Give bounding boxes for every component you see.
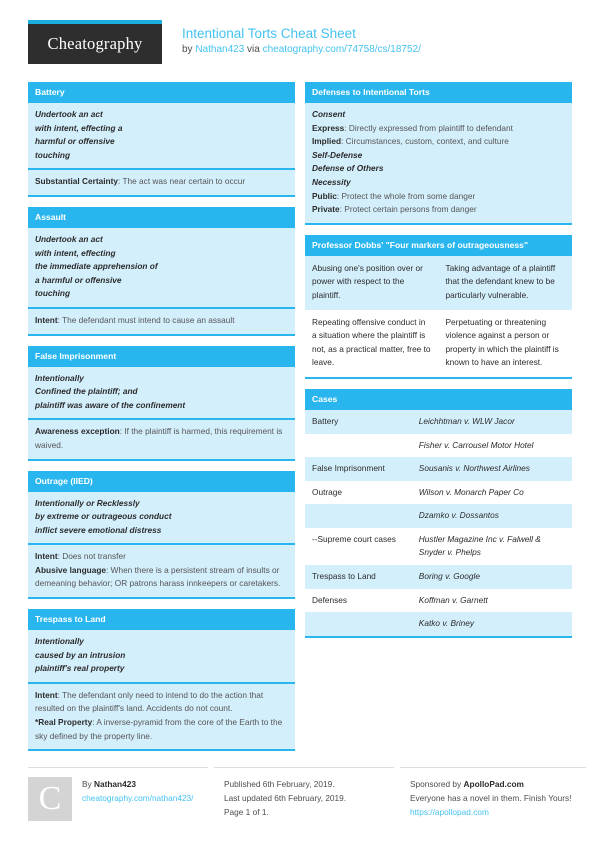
case-category-cell: --Supreme court cases [305, 528, 412, 565]
cheat-card [28, 207, 295, 336]
logo-text: Cheatography [47, 34, 143, 53]
card-rule-line: by extreme or outrageous conduct [35, 511, 172, 522]
card-section [28, 228, 295, 307]
case-category-cell: False Imprisonment [305, 457, 412, 481]
card-section [28, 418, 295, 458]
footer-author-name: Nathan423 [94, 779, 136, 790]
table-row [305, 434, 572, 458]
footer-by-label: By [82, 779, 94, 790]
case-category-cell: Battery [305, 410, 412, 434]
footer-sponsor-text [400, 777, 586, 819]
card-rule-line: Self-Defense [312, 149, 363, 160]
card-detail-line [35, 716, 288, 743]
footer-sponsor-tagline: Everyone has a novel in them. Finish Yours! [410, 793, 572, 804]
card-rule-line: Defense of Others [312, 163, 384, 174]
detail-label: Substantial Certainty [35, 176, 118, 187]
page-footer [28, 767, 572, 821]
table-row [305, 612, 572, 636]
case-name-cell: Dzamko v. Dossantos [412, 504, 572, 528]
card-detail-line [35, 425, 288, 452]
detail-label: Awareness exception [35, 426, 120, 437]
card-rule-line: harmful or offensive [35, 136, 115, 147]
byline-url[interactable]: cheatography.com/74758/cs/18752/ [262, 44, 421, 55]
card-rule-line: caused by an intrusion [35, 649, 126, 660]
cheat-card [28, 609, 295, 751]
case-category-cell [305, 504, 412, 528]
detail-label: Intent [35, 314, 58, 325]
card-body [305, 256, 572, 379]
card-body [28, 367, 295, 461]
table-row [305, 481, 572, 505]
card-detail-line [35, 689, 288, 716]
card-detail-line [312, 203, 565, 217]
card-detail-line [312, 190, 565, 204]
detail-label: Abusive language [35, 564, 107, 575]
card-body [28, 228, 295, 336]
detail-text: : The act was near certain to occur [118, 176, 246, 187]
case-name-cell: Fisher v. Carrousel Motor Hotel [412, 434, 572, 458]
case-name-cell: Wilson v. Monarch Paper Co [412, 481, 572, 505]
card-section [28, 367, 295, 419]
detail-text: : The defendant only need to intend to do the action that resulted on the plaintiff's land. Accidents do not count. [35, 689, 264, 714]
card-title: False Imprisonment [28, 346, 295, 367]
footer-dates-block [214, 767, 394, 821]
card-section [28, 168, 295, 195]
detail-text: : Does not transfer [57, 551, 126, 562]
case-name-cell: Hustler Magazine Inc v. Falwell & Snyder v. Phelps [412, 528, 572, 565]
footer-pages: Page 1 of 1. [224, 807, 269, 818]
header-titles [162, 20, 421, 57]
outrageousness-grid [305, 256, 572, 377]
detail-text: : The defendant must intend to cause an assault [57, 314, 235, 325]
card-detail-line [35, 314, 288, 328]
footer-by-line [82, 777, 193, 791]
detail-label: Intent [35, 689, 58, 700]
case-name-cell: Leichhtman v. WLW Jacor [412, 410, 572, 434]
card-body [28, 492, 295, 600]
card-section [28, 630, 295, 682]
footer-sponsor-line [410, 777, 586, 791]
cheatography-logo[interactable] [28, 20, 162, 64]
card-rule-line: Undertook an act [35, 109, 103, 119]
case-category-cell [305, 612, 412, 636]
case-category-cell: Defenses [305, 589, 412, 613]
card-rule-line: with intent, effecting [35, 247, 116, 258]
case-category-cell: Trespass to Land [305, 565, 412, 589]
card-rule-line: Intentionally [35, 636, 84, 647]
grid-cell: Repeating offensive conduct in a situation where the plaintiff is not, as a practical matter, free to leave. [305, 310, 439, 377]
footer-author-text [72, 777, 193, 821]
cheat-card [28, 471, 295, 600]
card-body [28, 103, 295, 197]
footer-author-url[interactable]: cheatography.com/nathan423/ [82, 793, 194, 804]
card-rule-line: inflict severe emotional distress [35, 524, 162, 535]
detail-label: Intent [35, 551, 58, 562]
card-rule-line: with intent, effecting a [35, 122, 123, 133]
card-body [305, 103, 572, 225]
case-name-cell: Boring v. Google [412, 565, 572, 589]
card-section [28, 543, 295, 597]
cheat-card [28, 346, 295, 461]
card-title: Professor Dobbs' "Four markers of outrageousness" [305, 235, 572, 256]
cases-table [305, 410, 572, 636]
detail-label: Private [312, 204, 340, 215]
table-row [305, 457, 572, 481]
content-columns [28, 82, 572, 761]
left-column [28, 82, 295, 761]
detail-text: : Protect certain persons from danger [339, 204, 477, 215]
grid-cell: Abusing one's position over or power with respect to the plaintiff. [305, 256, 439, 310]
byline-via: via [244, 44, 263, 55]
footer-dates-text [214, 777, 394, 819]
card-section [28, 307, 295, 334]
card-title: Defenses to Intentional Torts [305, 82, 572, 103]
footer-updated: Last updated 6th February, 2019. [224, 793, 347, 804]
card-section [28, 682, 295, 749]
card-body [305, 410, 572, 638]
card-title: Trespass to Land [28, 609, 295, 630]
card-rule-line: Consent [312, 109, 346, 119]
case-category-cell [305, 434, 412, 458]
detail-label: Public [312, 190, 337, 201]
detail-label: Implied [312, 136, 342, 147]
footer-sponsor-url[interactable]: https://apollopad.com [410, 807, 489, 818]
card-title: Cases [305, 389, 572, 410]
card-rule-line: Necessity [312, 176, 351, 187]
table-row [305, 565, 572, 589]
card-rule-line: the immediate apprehension of [35, 261, 158, 272]
byline [182, 42, 421, 57]
card-section [305, 103, 572, 223]
byline-prefix: by [182, 44, 196, 55]
card-detail-line [35, 564, 288, 591]
grid-cell: Taking advantage of a plaintiff that the defendant knew to be particularly vulnerable. [439, 256, 573, 310]
case-name-cell: Koffman v. Garnett [412, 589, 572, 613]
detail-text: : A inverse-pyramid from the core of the Earth to the sky defined by the property line. [35, 717, 283, 741]
case-name-cell: Sousanis v. Northwest Airlines [412, 457, 572, 481]
grid-cell: Perpetuating or threatening violence against a person or property in which the plaintiff is known to have an interest. [439, 310, 573, 377]
card-rule-line: Intentionally or Recklessly [35, 497, 140, 508]
detail-text: : Protect the whole from some danger [336, 190, 476, 201]
cheat-card [305, 235, 572, 379]
detail-text: : If the plaintiff is harmed, this requirement is waived. [35, 426, 283, 450]
byline-author[interactable]: Nathan423 [195, 44, 245, 55]
card-rule-line: Intentionally [35, 372, 84, 383]
detail-label: Express [312, 122, 345, 133]
card-rule-line: Confined the plaintiff; and [35, 386, 138, 397]
card-detail-line [312, 122, 565, 136]
detail-text: : Directly expressed from plaintiff to defendant [344, 122, 513, 133]
footer-sponsor-block [400, 767, 586, 821]
card-rule-line: a harmful or offensive [35, 274, 122, 285]
cheat-card [305, 82, 572, 225]
page-header [28, 20, 572, 68]
detail-text: : When there is a persistent stream of insults or demeaning behavior; OR patrons harass innkeepers or caretakers. [35, 564, 281, 589]
card-section [28, 103, 295, 168]
cheat-card [28, 82, 295, 197]
cheat-card [305, 389, 572, 638]
logo-box [28, 24, 162, 64]
card-title: Battery [28, 82, 295, 103]
card-section [28, 492, 295, 544]
card-rule-line: touching [35, 288, 71, 299]
card-body [28, 630, 295, 751]
right-column [305, 82, 572, 761]
card-rule-line: plaintiff's real property [35, 663, 125, 674]
table-row [305, 504, 572, 528]
card-detail-line [312, 135, 565, 149]
footer-sponsor-prefix: Sponsored by [410, 779, 464, 790]
card-title: Assault [28, 207, 295, 228]
card-rule-line: touching [35, 149, 71, 160]
card-detail-line [35, 175, 288, 189]
case-category-cell: Outrage [305, 481, 412, 505]
card-detail-line [35, 550, 288, 564]
footer-author-block [28, 767, 208, 821]
card-rule-line: Undertook an act [35, 233, 103, 244]
avatar: C [28, 777, 72, 821]
detail-label: *Real Property [35, 717, 93, 728]
table-row [305, 528, 572, 565]
detail-text: : Circumstances, custom, context, and culture [341, 136, 509, 147]
page-title: Intentional Torts Cheat Sheet [182, 26, 356, 41]
card-title: Outrage (IIED) [28, 471, 295, 492]
footer-published: Published 6th February, 2019. [224, 779, 335, 790]
table-row [305, 410, 572, 434]
case-name-cell: Katko v. Briney [412, 612, 572, 636]
footer-sponsor-name[interactable]: ApolloPad.com [463, 779, 524, 790]
table-row [305, 589, 572, 613]
card-rule-line: plaintiff was aware of the confinement [35, 399, 186, 410]
